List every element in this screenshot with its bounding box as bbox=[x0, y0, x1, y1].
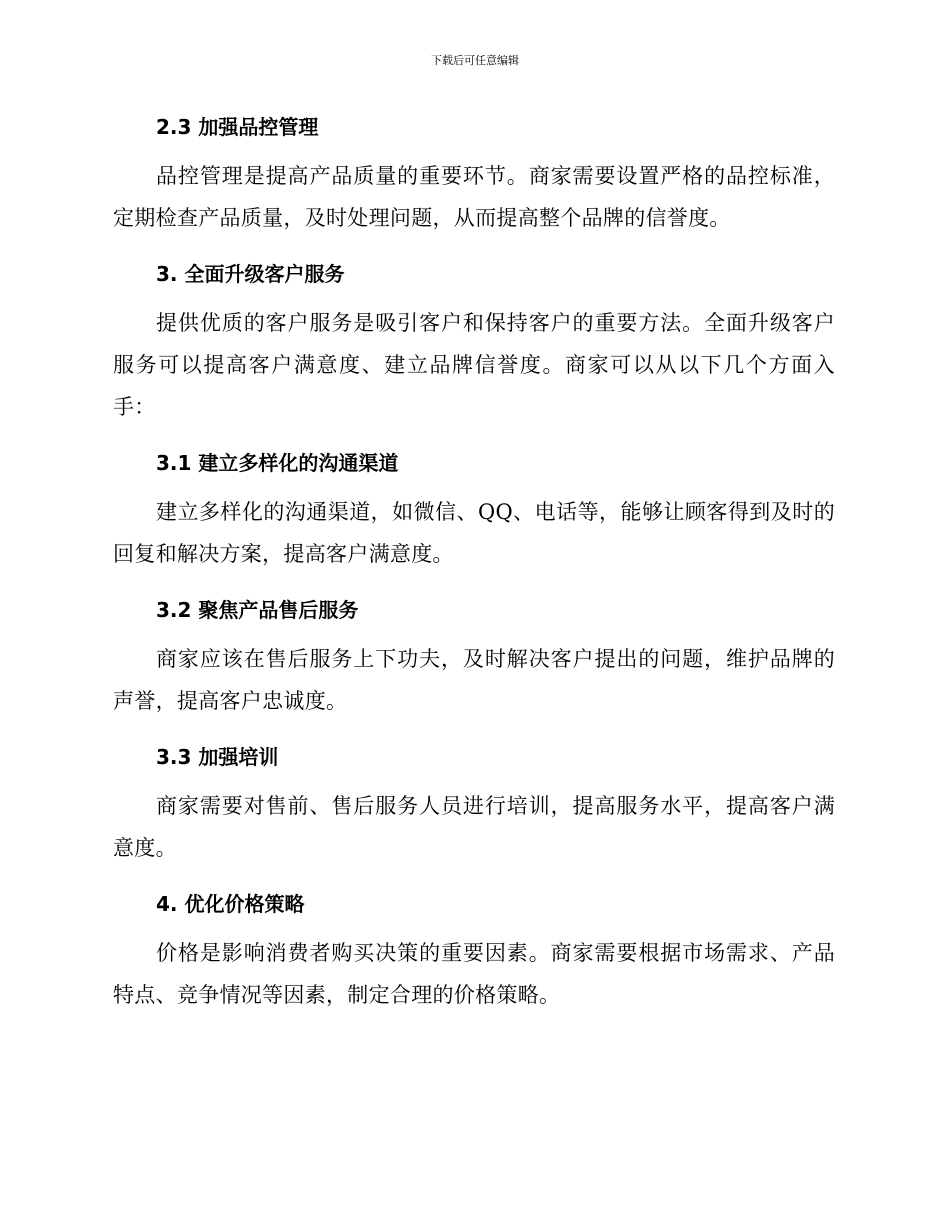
section-heading: 3.1 建立多样化的沟通渠道 bbox=[156, 451, 399, 475]
section-heading: 3.3 加强培训 bbox=[156, 745, 279, 769]
section-heading: 4. 优化价格策略 bbox=[156, 892, 305, 916]
section-heading: 2.3 加强品控管理 bbox=[156, 115, 319, 139]
header-note: 下载后可任意编辑 bbox=[431, 54, 519, 67]
section-heading: 3. 全面升级客户服务 bbox=[156, 262, 345, 286]
section-3-2 bbox=[113, 591, 835, 738]
document-body bbox=[113, 108, 835, 1016]
section-paragraph: 商家应该在售后服务上下功夫，及时解决客户提出的问题，维护品牌的声誉，提高客户忠诚度。 bbox=[113, 647, 835, 713]
section-4 bbox=[113, 885, 835, 1016]
section-paragraph: 品控管理是提高产品质量的重要环节。商家需要设置严格的品控标准，定期检查产品质量，及时处理问题，从而提高整个品牌的信誉度。 bbox=[113, 164, 835, 230]
section-3 bbox=[113, 255, 835, 444]
section-paragraph: 价格是影响消费者购买决策的重要因素。商家需要根据市场需求、产品特点、竞争情况等因素，制定合理的价格策略。 bbox=[113, 941, 835, 1007]
section-2-3 bbox=[113, 108, 835, 255]
section-paragraph: 建立多样化的沟通渠道，如微信、QQ、电话等，能够让顾客得到及时的回复和解决方案，提高客户满意度。 bbox=[113, 500, 835, 566]
section-paragraph: 提供优质的客户服务是吸引客户和保持客户的重要方法。全面升级客户服务可以提高客户满意度、建立品牌信誉度。商家可以从以下几个方面入手： bbox=[113, 311, 835, 419]
section-3-3 bbox=[113, 738, 835, 885]
section-heading: 3.2 聚焦产品售后服务 bbox=[156, 598, 359, 622]
section-paragraph: 商家需要对售前、售后服务人员进行培训，提高服务水平，提高客户满意度。 bbox=[113, 794, 835, 860]
section-3-1 bbox=[113, 444, 835, 591]
